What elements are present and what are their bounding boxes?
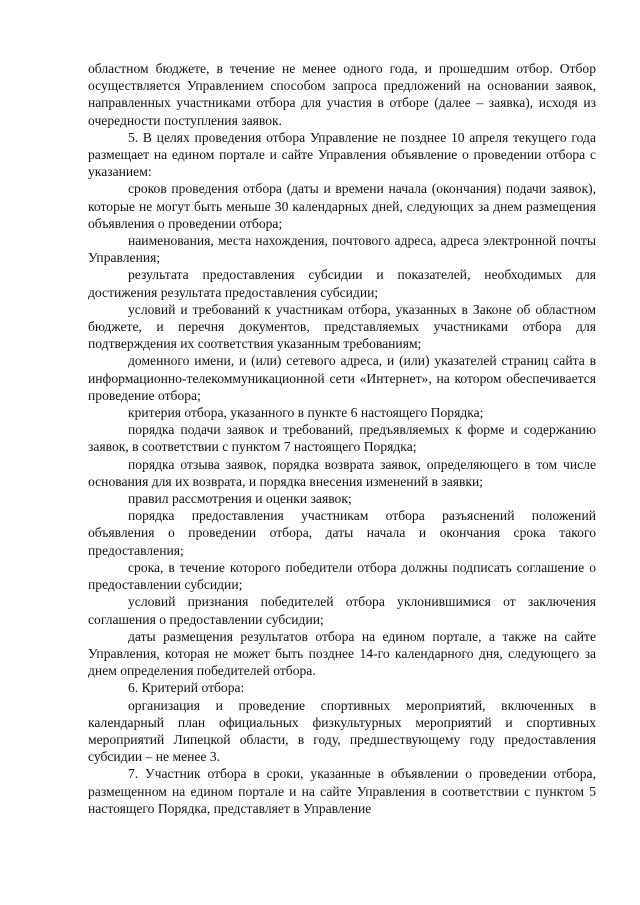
list-item: порядка предоставления участникам отбора разъяснений положений объявления о проведении отбора, даты начала и окончания срока такого предоставления; [88,508,596,558]
list-item: критерия отбора, указанного в пункте 6 настоящего Порядка; [128,405,484,421]
list-item: сроков проведения отбора (даты и времени начала (окончания) подачи заявок), которые не могут быть меньше 30 календарных дней, следующих за днем размещения объявления о проведении отбора; [88,181,596,231]
paragraph-item-6: 6. Критерий отбора: [128,680,245,696]
paragraph-continuation: областном бюджете, в течение не менее одного года, и прошедшим отбор. Отбор осуществляется Управлением способом запроса предложений на основании заявок, направленных участниками отбора для участия в отборе (далее – заявка), исходя из очередности поступления заявок. [88,61,596,128]
paragraph-item-7: 7. Участник отбора в сроки, указанные в объявлении о проведении отбора, размещенном на едином портале и на сайте Управления в соответствии с пунктом 5 настоящего Порядка, представляет в Управление [88,766,596,816]
list-item: наименования, места нахождения, почтового адреса, адреса электронной почты Управления; [88,233,596,266]
list-item: организация и проведение спортивных мероприятий, включенных в календарный план официальных физкультурных мероприятий и спортивных мероприятий Липецкой области, в году, предшествующему году предоставления субсидии – не менее 3. [88,697,596,765]
document-page [88,60,596,817]
list-item: порядка подачи заявок и требований, предъявляемых к форме и содержанию заявок, в соответствии с пунктом 7 настоящего Порядка; [88,422,596,455]
list-item: доменного имени, и (или) сетевого адреса, и (или) указателей страниц сайта в информационно-телекоммуникационной сети «Интернет», на котором обеспечивается проведение отбора; [88,353,596,403]
list-item: условий и требований к участникам отбора, указанных в Законе об областном бюджете, и перечня документов, представляемых участниками отбора для подтверждения их соответствия указанным требованиям; [88,301,596,352]
list-item: срока, в течение которого победители отбора должны подписать соглашение о предоставлении субсидии; [88,559,596,593]
list-item: условий признания победителей отбора уклонившимися от заключения соглашения о предоставлении субсидии; [88,594,596,627]
list-item: правил рассмотрения и оценки заявок; [128,491,352,507]
list-item: порядка отзыва заявок, порядка возврата заявок, определяющего в том числе основания для их возврата, и порядка внесения изменений в заявки; [88,456,596,489]
list-item: результата предоставления субсидии и показателей, необходимых для достижения результата предоставления субсидии; [88,267,596,300]
list-item: даты размещения результатов отбора на едином портале, а также на сайте Управления, которая не может быть позднее 14-го календарного дня, следующего за днем определения победителей отбора. [88,628,596,679]
paragraph-item-5: 5. В целях проведения отбора Управление не позднее 10 апреля текущего года размещает на едином портале и сайте Управления объявление о проведении отбора с указанием: [88,129,596,180]
